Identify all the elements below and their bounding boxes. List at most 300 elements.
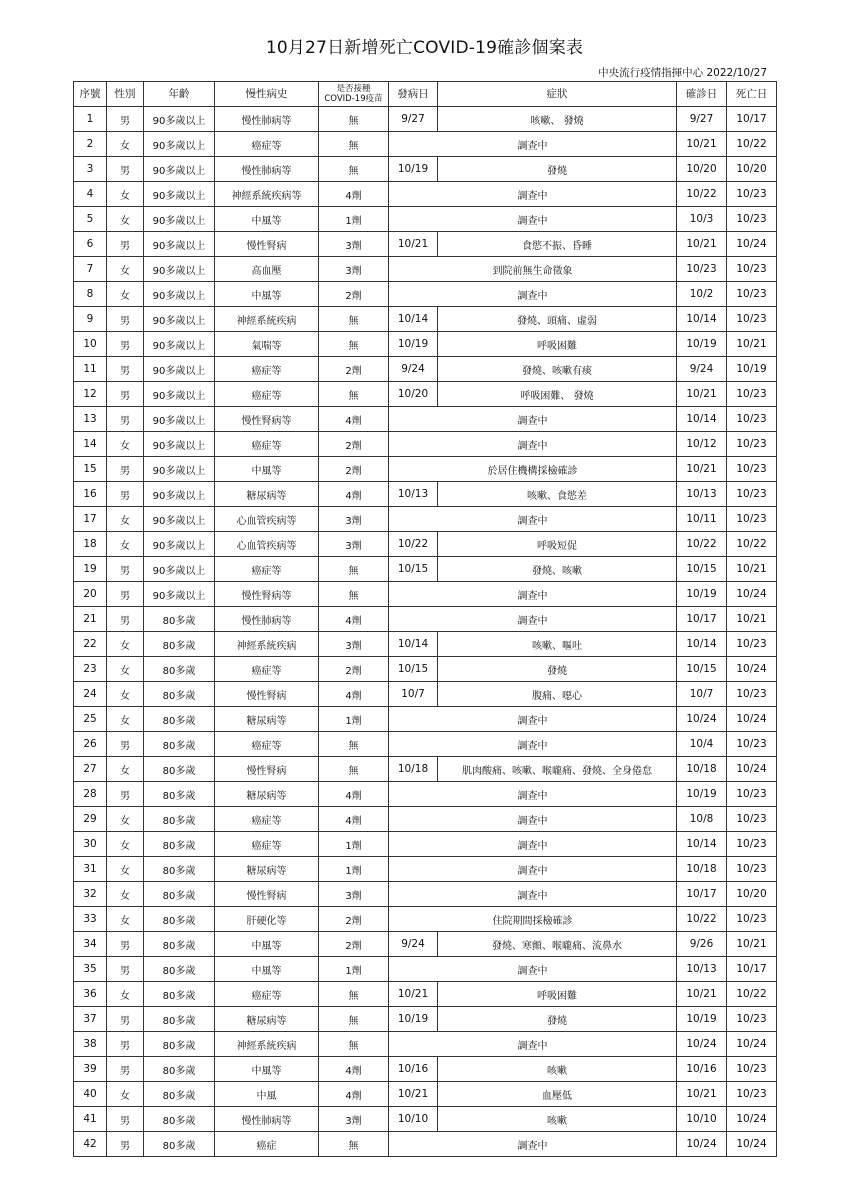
cell-diagnosis: 10/17: [677, 607, 727, 632]
cell-death: 10/23: [727, 632, 777, 657]
cell-age: 90多歲以上: [144, 582, 215, 607]
header-history: 慢性病史: [215, 82, 319, 107]
cell-onset: 10/14: [389, 632, 438, 657]
cell-history: 中風等: [215, 932, 319, 957]
cell-symptoms: 調查中: [389, 282, 677, 307]
cell-onset: 10/10: [389, 1107, 438, 1132]
cell-no: 33: [74, 907, 107, 932]
cell-age: 90多歲以上: [144, 257, 215, 282]
cell-no: 25: [74, 707, 107, 732]
cell-diagnosis: 10/21: [677, 132, 727, 157]
cell-history: 慢性肺病等: [215, 107, 319, 132]
cell-symptoms: 調查中: [389, 182, 677, 207]
cell-vaccine: 2劑: [319, 432, 389, 457]
table-row: [74, 882, 777, 907]
cell-history: 慢性腎病: [215, 882, 319, 907]
cell-history: 慢性肺病等: [215, 157, 319, 182]
cell-onset: 10/16: [389, 1057, 438, 1082]
cell-death: 10/23: [727, 782, 777, 807]
table-row: [74, 182, 777, 207]
cell-vaccine: 4劑: [319, 1082, 389, 1107]
cell-age: 90多歲以上: [144, 357, 215, 382]
cell-no: 37: [74, 1007, 107, 1032]
cell-age: 90多歲以上: [144, 332, 215, 357]
cell-death: 10/23: [727, 432, 777, 457]
cell-death: 10/21: [727, 557, 777, 582]
cell-diagnosis: 10/19: [677, 332, 727, 357]
cell-no: 39: [74, 1057, 107, 1082]
cell-death: 10/24: [727, 657, 777, 682]
cell-vaccine: 4劑: [319, 682, 389, 707]
cell-symptoms: 到院前無生命徵象: [389, 257, 677, 282]
cell-death: 10/23: [727, 732, 777, 757]
cell-death: 10/24: [727, 232, 777, 257]
cell-sex: 女: [107, 207, 144, 232]
cell-no: 18: [74, 532, 107, 557]
cell-death: 10/19: [727, 357, 777, 382]
cell-no: 11: [74, 357, 107, 382]
cell-vaccine: 4劑: [319, 607, 389, 632]
cell-diagnosis: 10/17: [677, 882, 727, 907]
cell-vaccine: 4劑: [319, 407, 389, 432]
cell-age: 80多歲: [144, 782, 215, 807]
cell-diagnosis: 9/26: [677, 932, 727, 957]
source-and-date: 中央流行疫情指揮中心 2022/10/27: [598, 67, 767, 79]
cell-onset: 9/24: [389, 932, 438, 957]
cell-sex: 女: [107, 882, 144, 907]
cell-no: 28: [74, 782, 107, 807]
cell-diagnosis: 10/22: [677, 182, 727, 207]
cell-vaccine: 4劑: [319, 482, 389, 507]
cell-onset: 10/19: [389, 1007, 438, 1032]
cell-death: 10/23: [727, 257, 777, 282]
cell-symptoms: 調查中: [389, 707, 677, 732]
table-row: [74, 332, 777, 357]
table-row: [74, 482, 777, 507]
cell-sex: 男: [107, 782, 144, 807]
cell-onset: 9/24: [389, 357, 438, 382]
cell-history: 神經系統疾病等: [215, 182, 319, 207]
cell-no: 35: [74, 957, 107, 982]
cell-history: 肝硬化等: [215, 907, 319, 932]
cell-sex: 女: [107, 632, 144, 657]
cell-diagnosis: 10/14: [677, 407, 727, 432]
cell-no: 3: [74, 157, 107, 182]
cell-symptoms: 食慾不振、昏睡: [438, 232, 677, 257]
cell-sex: 女: [107, 532, 144, 557]
cell-no: 41: [74, 1107, 107, 1132]
cell-history: 慢性腎病: [215, 757, 319, 782]
cell-diagnosis: 10/24: [677, 1132, 727, 1157]
cell-vaccine: 4劑: [319, 782, 389, 807]
cell-vaccine: 無: [319, 1032, 389, 1057]
cell-age: 90多歲以上: [144, 457, 215, 482]
cell-history: 癌症等: [215, 432, 319, 457]
table-row: [74, 782, 777, 807]
cell-death: 10/24: [727, 707, 777, 732]
cell-symptoms: 呼吸困難、 發燒: [438, 382, 677, 407]
cell-history: 癌症等: [215, 382, 319, 407]
cell-history: 中風等: [215, 282, 319, 307]
cell-symptoms: 咳嗽、嘔吐: [438, 632, 677, 657]
cell-death: 10/23: [727, 907, 777, 932]
cell-vaccine: 4劑: [319, 182, 389, 207]
cell-history: 慢性肺病等: [215, 607, 319, 632]
cell-vaccine: 2劑: [319, 932, 389, 957]
cell-death: 10/22: [727, 982, 777, 1007]
cell-symptoms: 咳嗽、 發燒: [438, 107, 677, 132]
cell-diagnosis: 10/8: [677, 807, 727, 832]
cell-vaccine: 3劑: [319, 632, 389, 657]
cell-age: 80多歲: [144, 707, 215, 732]
cell-no: 17: [74, 507, 107, 532]
cell-history: 氣喘等: [215, 332, 319, 357]
cell-age: 80多歲: [144, 757, 215, 782]
cell-symptoms: 肌肉酸痛、咳嗽、喉嚨痛、發燒、全身倦怠: [438, 757, 677, 782]
cell-history: 神經系統疾病: [215, 1032, 319, 1057]
cell-symptoms: 調查中: [389, 432, 677, 457]
cell-history: 慢性腎病等: [215, 582, 319, 607]
cell-symptoms: 咳嗽、食慾差: [438, 482, 677, 507]
cell-death: 10/24: [727, 757, 777, 782]
cell-death: 10/23: [727, 307, 777, 332]
table-row: [74, 107, 777, 132]
cell-death: 10/23: [727, 382, 777, 407]
header-onset: 發病日: [389, 82, 438, 107]
cell-history: 慢性肺病等: [215, 1107, 319, 1132]
cell-onset: 10/21: [389, 1082, 438, 1107]
table-row: [74, 682, 777, 707]
cell-death: 10/23: [727, 1007, 777, 1032]
cell-diagnosis: 10/14: [677, 307, 727, 332]
table-row: [74, 732, 777, 757]
cell-age: 90多歲以上: [144, 507, 215, 532]
header-vaccine-line2: COVID-19疫苗: [324, 94, 383, 104]
cell-age: 80多歲: [144, 1057, 215, 1082]
cell-no: 16: [74, 482, 107, 507]
cell-no: 30: [74, 832, 107, 857]
cell-death: 10/23: [727, 407, 777, 432]
cell-history: 糖尿病等: [215, 707, 319, 732]
table-row: [74, 532, 777, 557]
header-diagnosis: 確診日: [677, 82, 727, 107]
cell-age: 90多歲以上: [144, 432, 215, 457]
cell-sex: 女: [107, 132, 144, 157]
table-row: [74, 457, 777, 482]
cell-vaccine: 1劑: [319, 857, 389, 882]
cell-vaccine: 3劑: [319, 232, 389, 257]
table-row: [74, 657, 777, 682]
cell-age: 80多歲: [144, 882, 215, 907]
cell-vaccine: 2劑: [319, 657, 389, 682]
cell-age: 80多歲: [144, 982, 215, 1007]
cell-vaccine: 1劑: [319, 957, 389, 982]
table-row: [74, 257, 777, 282]
cell-history: 心血管疾病等: [215, 532, 319, 557]
cell-no: 7: [74, 257, 107, 282]
table-row: [74, 132, 777, 157]
cell-symptoms: 調查中: [389, 1032, 677, 1057]
cell-symptoms: 調查中: [389, 207, 677, 232]
cell-sex: 男: [107, 232, 144, 257]
cell-symptoms: 咳嗽: [438, 1057, 677, 1082]
cell-sex: 男: [107, 557, 144, 582]
cell-symptoms: 於居住機構採檢確診: [389, 457, 677, 482]
cell-age: 90多歲以上: [144, 132, 215, 157]
cell-death: 10/23: [727, 182, 777, 207]
cell-diagnosis: 10/12: [677, 432, 727, 457]
cell-death: 10/23: [727, 482, 777, 507]
table-row: [74, 407, 777, 432]
table-row: [74, 282, 777, 307]
cell-death: 10/24: [727, 1132, 777, 1157]
cell-symptoms: 調查中: [389, 807, 677, 832]
cell-history: 癌症等: [215, 657, 319, 682]
cell-vaccine: 3劑: [319, 532, 389, 557]
cell-sex: 男: [107, 1007, 144, 1032]
cell-history: 癌症等: [215, 557, 319, 582]
cell-diagnosis: 10/21: [677, 1082, 727, 1107]
cell-history: 中風等: [215, 1057, 319, 1082]
cell-onset: 10/18: [389, 757, 438, 782]
cell-vaccine: 1劑: [319, 707, 389, 732]
cell-death: 10/24: [727, 1107, 777, 1132]
cell-death: 10/23: [727, 507, 777, 532]
cell-onset: 10/13: [389, 482, 438, 507]
cell-no: 5: [74, 207, 107, 232]
cell-sex: 女: [107, 857, 144, 882]
table-row: [74, 357, 777, 382]
cell-age: 80多歲: [144, 807, 215, 832]
table-row: [74, 982, 777, 1007]
header-no: 序號: [74, 82, 107, 107]
cell-no: 2: [74, 132, 107, 157]
cell-no: 36: [74, 982, 107, 1007]
cell-age: 80多歲: [144, 1082, 215, 1107]
header-death: 死亡日: [727, 82, 777, 107]
cell-sex: 女: [107, 907, 144, 932]
header-symptoms: 症狀: [438, 82, 677, 107]
cell-onset: 10/22: [389, 532, 438, 557]
cell-sex: 女: [107, 707, 144, 732]
cell-death: 10/17: [727, 957, 777, 982]
cell-death: 10/21: [727, 332, 777, 357]
cell-vaccine: 無: [319, 557, 389, 582]
cell-history: 慢性腎病等: [215, 407, 319, 432]
cell-no: 12: [74, 382, 107, 407]
cell-no: 34: [74, 932, 107, 957]
cell-onset: 10/21: [389, 232, 438, 257]
cell-diagnosis: 10/3: [677, 207, 727, 232]
cell-history: 癌症: [215, 1132, 319, 1157]
cell-no: 19: [74, 557, 107, 582]
cell-history: 中風等: [215, 457, 319, 482]
cell-history: 中風等: [215, 207, 319, 232]
cell-diagnosis: 10/13: [677, 482, 727, 507]
cell-symptoms: 呼吸短促: [438, 532, 677, 557]
cell-history: 糖尿病等: [215, 857, 319, 882]
cell-symptoms: 調查中: [389, 132, 677, 157]
table-row: [74, 307, 777, 332]
cell-history: 神經系統疾病: [215, 632, 319, 657]
table-row: [74, 857, 777, 882]
cell-symptoms: 調查中: [389, 407, 677, 432]
cell-sex: 男: [107, 457, 144, 482]
table-row: [74, 557, 777, 582]
cell-symptoms: 調查中: [389, 957, 677, 982]
cell-age: 90多歲以上: [144, 232, 215, 257]
cell-vaccine: 無: [319, 107, 389, 132]
cell-onset: 10/20: [389, 382, 438, 407]
cell-no: 27: [74, 757, 107, 782]
cell-symptoms: 血壓低: [438, 1082, 677, 1107]
header-age: 年齡: [144, 82, 215, 107]
cell-no: 10: [74, 332, 107, 357]
cell-symptoms: 調查中: [389, 882, 677, 907]
cell-vaccine: 無: [319, 982, 389, 1007]
cell-age: 80多歲: [144, 682, 215, 707]
table-row: [74, 382, 777, 407]
table-row: [74, 432, 777, 457]
table-row: [74, 1007, 777, 1032]
cell-no: 9: [74, 307, 107, 332]
cell-death: 10/17: [727, 107, 777, 132]
cell-sex: 男: [107, 1132, 144, 1157]
cell-vaccine: 無: [319, 582, 389, 607]
cell-no: 13: [74, 407, 107, 432]
cell-diagnosis: 10/19: [677, 782, 727, 807]
cell-history: 癌症等: [215, 832, 319, 857]
cell-death: 10/24: [727, 1032, 777, 1057]
table-row: [74, 232, 777, 257]
cell-no: 26: [74, 732, 107, 757]
cell-no: 8: [74, 282, 107, 307]
cell-death: 10/22: [727, 132, 777, 157]
cell-diagnosis: 10/2: [677, 282, 727, 307]
cell-diagnosis: 10/21: [677, 982, 727, 1007]
cell-symptoms: 咳嗽: [438, 1107, 677, 1132]
cell-sex: 男: [107, 357, 144, 382]
cell-sex: 女: [107, 982, 144, 1007]
cell-no: 31: [74, 857, 107, 882]
cell-age: 80多歲: [144, 1007, 215, 1032]
cell-history: 癌症等: [215, 732, 319, 757]
cell-age: 80多歲: [144, 832, 215, 857]
cell-onset: 9/27: [389, 107, 438, 132]
cell-vaccine: 無: [319, 732, 389, 757]
cell-no: 32: [74, 882, 107, 907]
cell-age: 90多歲以上: [144, 407, 215, 432]
header-sex: 性別: [107, 82, 144, 107]
cell-history: 高血壓: [215, 257, 319, 282]
cell-death: 10/23: [727, 457, 777, 482]
cell-death: 10/20: [727, 882, 777, 907]
table-row: [74, 157, 777, 182]
cell-sex: 男: [107, 582, 144, 607]
cell-diagnosis: 10/22: [677, 907, 727, 932]
cell-age: 90多歲以上: [144, 557, 215, 582]
cell-symptoms: 發燒: [438, 157, 677, 182]
cell-history: 神經系統疾病: [215, 307, 319, 332]
cell-sex: 男: [107, 407, 144, 432]
cell-age: 80多歲: [144, 907, 215, 932]
cell-vaccine: 無: [319, 332, 389, 357]
cell-history: 慢性腎病: [215, 232, 319, 257]
cell-diagnosis: 10/16: [677, 1057, 727, 1082]
cell-vaccine: 3劑: [319, 1107, 389, 1132]
cell-age: 80多歲: [144, 1132, 215, 1157]
cell-sex: 女: [107, 432, 144, 457]
cell-sex: 女: [107, 682, 144, 707]
cell-symptoms: 發燒: [438, 657, 677, 682]
cell-sex: 女: [107, 282, 144, 307]
cell-no: 42: [74, 1132, 107, 1157]
cell-vaccine: 無: [319, 382, 389, 407]
table-row: [74, 807, 777, 832]
cell-no: 24: [74, 682, 107, 707]
cell-death: 10/23: [727, 1082, 777, 1107]
cell-diagnosis: 10/19: [677, 1007, 727, 1032]
cell-no: 21: [74, 607, 107, 632]
table-row: [74, 507, 777, 532]
cell-sex: 女: [107, 832, 144, 857]
cell-no: 14: [74, 432, 107, 457]
cell-symptoms: 發燒: [438, 1007, 677, 1032]
cell-symptoms: 發燒、寒顫、喉嚨痛、流鼻水: [438, 932, 677, 957]
cell-sex: 男: [107, 332, 144, 357]
cell-vaccine: 2劑: [319, 907, 389, 932]
table-row: [74, 832, 777, 857]
table-row: [74, 1082, 777, 1107]
case-table-body: [74, 107, 777, 1157]
cell-death: 10/23: [727, 207, 777, 232]
table-row: [74, 907, 777, 932]
cell-diagnosis: 10/22: [677, 532, 727, 557]
cell-symptoms: 呼吸困難: [438, 332, 677, 357]
cell-death: 10/24: [727, 582, 777, 607]
cell-symptoms: 發燒、咳嗽有痰: [438, 357, 677, 382]
table-row: [74, 1032, 777, 1057]
cell-diagnosis: 10/21: [677, 382, 727, 407]
cell-diagnosis: 10/15: [677, 557, 727, 582]
cell-diagnosis: 10/4: [677, 732, 727, 757]
cell-onset: 10/15: [389, 657, 438, 682]
table-row: [74, 932, 777, 957]
cell-vaccine: 2劑: [319, 282, 389, 307]
table-row: [74, 1057, 777, 1082]
cell-vaccine: 3劑: [319, 257, 389, 282]
header-vaccine: [319, 82, 389, 107]
cell-diagnosis: 10/18: [677, 857, 727, 882]
cell-sex: 女: [107, 182, 144, 207]
cell-sex: 男: [107, 382, 144, 407]
cell-history: 慢性腎病: [215, 682, 319, 707]
table-row: [74, 957, 777, 982]
cell-sex: 女: [107, 657, 144, 682]
cell-death: 10/23: [727, 832, 777, 857]
cell-age: 90多歲以上: [144, 182, 215, 207]
cell-symptoms: 發燒、咳嗽: [438, 557, 677, 582]
cell-onset: 10/21: [389, 982, 438, 1007]
cell-sex: 男: [107, 607, 144, 632]
cell-age: 80多歲: [144, 632, 215, 657]
table-row: [74, 607, 777, 632]
cell-symptoms: 調查中: [389, 607, 677, 632]
cell-age: 80多歲: [144, 957, 215, 982]
cell-symptoms: 呼吸困難: [438, 982, 677, 1007]
cell-onset: 10/19: [389, 157, 438, 182]
cell-sex: 男: [107, 932, 144, 957]
